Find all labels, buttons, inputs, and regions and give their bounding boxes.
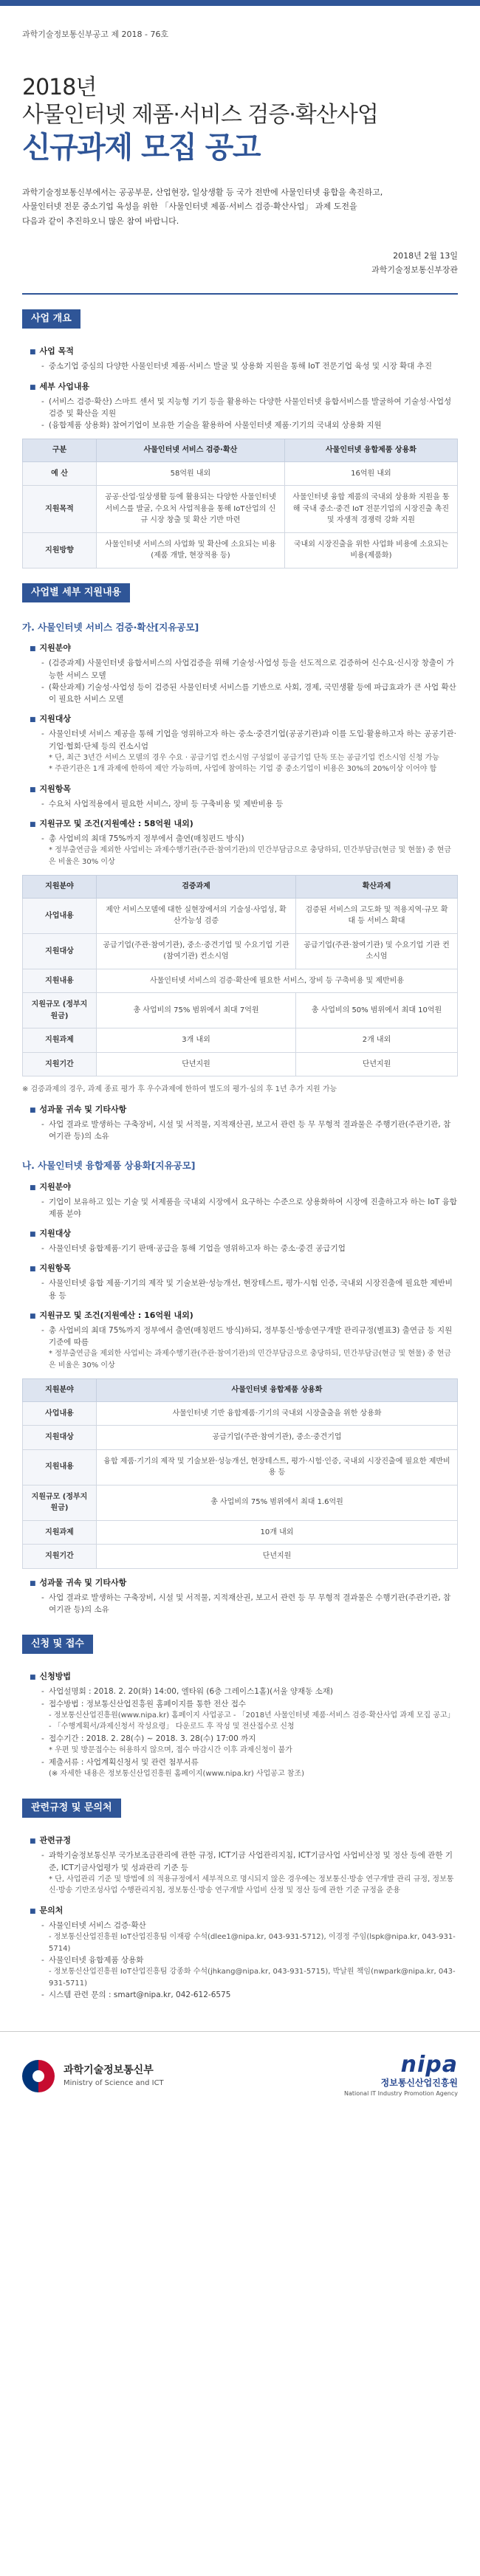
- nipa-name-en: National IT Industry Promotion Agency: [343, 2090, 458, 2098]
- bullet-text: - 중소기업 중심의 다양한 사물인터넷 제품·서비스 발굴 및 상용화 지원을 통해 IoT 전문기업 육성 및 시장 확대 추진: [41, 360, 458, 372]
- section-title: 사업 개요: [22, 309, 80, 329]
- bullet-text: - (융합제품 상용화) 참여기업이 보유한 기술을 활용하여 사물인터넷 제품·기기의 국내외 상용화 지원: [41, 419, 458, 431]
- item-title: ■ 지원대상: [30, 712, 458, 726]
- table-header: 사물인터넷 서비스 검증·확산: [97, 439, 285, 462]
- item-title: ■ 성과물 귀속 및 기타사항: [30, 1576, 458, 1590]
- nipa-logo: [343, 2051, 458, 2099]
- item-title: ■ 지원대상: [30, 1227, 458, 1240]
- bullet-text: - 접수기간 : 2018. 2. 28(수) ~ 2018. 3. 28(수) 17:00 까지: [41, 1733, 458, 1745]
- bullet-text: - 접수방법 : 정보통신산업진흥원 홈페이지를 통한 전산 접수: [41, 1698, 458, 1710]
- bullet-text: - 수요처 사업적용에서 필요한 서비스, 장비 등 구축비용 및 제반비용 등: [41, 798, 458, 810]
- table-header: 검증과제: [97, 876, 296, 899]
- nipa-name: 정보통신산업진흥원: [380, 2077, 458, 2088]
- row-header: 지원목적: [23, 486, 97, 533]
- table-cell: 총 사업비의 75% 범위에서 최대 1.6억원: [97, 1485, 458, 1520]
- intro-line: 과학기술정보통신부에서는 공공부문, 산업현장, 일상생활 등 국가 전반에 사물인터넷 융합을 촉진하고,: [22, 187, 383, 197]
- table-cell: 융합 제품·기기의 제작 및 기술보완·성능개선, 현장테스트, 평가·시험·인증, 국내외 시장진출에 필요한 제반비용 등: [97, 1449, 458, 1485]
- bullet-text: - 사업 결과로 발생하는 구축장비, 시설 및 서적물, 지적재산권, 보고서 관련 등 무 무형적 결과물은 주행기관(주관기관, 참여기관 등)의 소유: [41, 1119, 458, 1143]
- item-title: ■ 사업 목적: [30, 345, 458, 358]
- row-header: 예 산: [23, 461, 97, 486]
- product-support-table: [22, 1378, 458, 1569]
- section-title: 신청 및 접수: [22, 1635, 93, 1654]
- table-header: 사물인터넷 융합제품 상용화: [97, 1379, 458, 1402]
- table-header: 지원분야: [23, 876, 97, 899]
- item-title: ■ 지원항목: [30, 783, 458, 796]
- bullet-text: - 제출서류 : 사업계획신청서 및 관련 첨부서류: [41, 1756, 458, 1768]
- table-cell: 단년지원: [97, 1545, 458, 1569]
- row-header: 지원규모 (정부지원금): [23, 993, 97, 1028]
- item-title: ■ 지원분야: [30, 642, 458, 655]
- table-row: [23, 1426, 458, 1450]
- row-header: 지원방향: [23, 532, 97, 568]
- row-header: 지원기간: [23, 1545, 97, 1569]
- header: [0, 6, 480, 293]
- table-header: 사물인터넷 융합제품 상용화: [284, 439, 457, 462]
- contact-item: - 사물인터넷 융합제품 상용화: [41, 1954, 458, 1966]
- bullet-text: - 사물인터넷 융합 제품·기기의 제작 및 기술보완·성능개선, 현장테스트, 평가·시험 인증, 국내외 시장진출에 필요한 제반비용 등: [41, 1277, 458, 1302]
- item-title: ■ 지원규모 및 조건(지원예산 : 16억원 내외): [30, 1309, 458, 1322]
- table-cell: 58억원 내외: [97, 461, 285, 486]
- note-text: (※ 자세한 내용은 정보통신산업진흥원 홈페이지(www.nipa.kr) 사업공고 참조): [49, 1769, 305, 1778]
- row-header: 지원기간: [23, 1052, 97, 1076]
- ministry-name: 과학기술정보통신부: [64, 2064, 154, 2077]
- note-text: * 주관기관은 1개 과제에 한하여 제안 가능하며, 사업에 참여하는 기업 중 중소기업이 비용은 30%의 20%이상 이어야 함: [49, 765, 437, 774]
- table-header: 지원분야: [23, 1379, 97, 1402]
- table-cell: 공공·산업·일상생활 등에 활용되는 다양한 사물인터넷 서비스를 발굴, 수요처 사업적용을 통해 IoT산업의 신규 시장 창출 및 확산 기반 마련: [97, 486, 285, 533]
- section-title: 사업별 세부 지원내용: [22, 583, 130, 602]
- table-cell: 총 사업비의 75% 범위에서 최대 7억원: [97, 993, 296, 1028]
- section-overview: [22, 309, 458, 569]
- bullet-text: - 사물인터넷 융합제품·기기 판매·공급을 통해 기업을 영위하고자 하는 중소·중견 공급기업: [41, 1243, 458, 1254]
- table-row: [23, 1485, 458, 1520]
- table-row: [23, 1052, 458, 1076]
- table-row: [23, 933, 458, 969]
- table-cell: 단년지원: [97, 1052, 296, 1076]
- bullet-text: - 총 사업비의 최대 75%까지 정부에서 출연(매칭펀드 방식): [41, 833, 458, 845]
- contact-item: - 사물인터넷 서비스 검증·확산: [41, 1920, 458, 1931]
- table-cell: 검증된 서비스의 고도화 및 적용지역·규모 확대 등 서비스 확대: [296, 898, 458, 933]
- subsection-title: 나. 사물인터넷 융합제품 상용화[지유공모]: [22, 1160, 196, 1172]
- row-header: 지원대상: [23, 1426, 97, 1450]
- section-title: 관련규정 및 문의처: [22, 1799, 121, 1818]
- bullet-text: - (서비스 검증·확산) 스마트 센서 및 지능형 기기 등을 활용하는 다양한 사물인터넷 융합서비스를 발굴하여 기술성·사업성 검증 및 확산을 지원: [41, 396, 458, 420]
- table-cell: 단년지원: [296, 1052, 458, 1076]
- bullet-text: - 기업이 보유하고 있는 기술 및 서제품을 국내외 시장에서 요구하는 수준으로 상용화하여 시장에 진출하고자 하는 IoT 융합제품 분야: [41, 1196, 458, 1220]
- table-row: [23, 969, 458, 993]
- contact-detail: - 정보통신산업진흥원 IoT산업진흥팀 이재광 수석(dlee1@nipa.kr, 043-931-5712), 이경정 주임(lspk@nipa.kr, 043-931-5714): [49, 1933, 456, 1953]
- table-cell: 사물인터넷 융합 제품의 국내외 상용화 지원을 통해 국내 중소·중견 IoT 전문기업의 시장진출 촉진 및 자생적 경쟁력 강화 지원: [284, 486, 457, 533]
- bullet-text: - 사물인터넷 서비스 제공을 통해 기업을 영위하고자 하는 중소·중견기업(공공기관)과 이를 도입·활용하고자 하는 공공기관·기업·협회·단체 등의 컨소시엄: [41, 728, 458, 752]
- intro-text: [22, 185, 458, 229]
- table-cell: 2개 내외: [296, 1028, 458, 1053]
- table-row: [23, 1401, 458, 1426]
- table-row: [23, 486, 458, 533]
- table-cell: 16억원 내외: [284, 461, 457, 486]
- table-row: [23, 532, 458, 568]
- table-row: [23, 1545, 458, 1569]
- table-cell: 사물인터넷 서비스의 검증·확산에 필요한 서비스, 장비 등 구축비용 및 제반비용: [97, 969, 458, 993]
- item-title: ■ 지원항목: [30, 1262, 458, 1275]
- table-cell: 국내외 시장진출을 위한 사업화 비용에 소요되는 비용(제품화): [284, 532, 457, 568]
- note-text: * 정부출연금을 제외한 사업비는 과제수행기관(주관·참여기관)의 민간부담금으로 충당하되, 민간부담금(현금 및 현물) 중 현금은 비율은 30% 이상: [49, 846, 451, 866]
- table-row: [23, 461, 458, 486]
- table-cell: 공급기업(주관·참여기관) 및 수요기업 기관 컨소시엄: [296, 933, 458, 969]
- ministry-name-en: Ministry of Science and ICT: [64, 2078, 164, 2087]
- row-header: 지원과제: [23, 1028, 97, 1053]
- top-accent-bar: [0, 0, 480, 6]
- announcement-number: 과학기술정보통신부공고 제 2018 - 76호: [22, 30, 169, 39]
- table-row: [23, 1520, 458, 1545]
- row-header: 지원내용: [23, 969, 97, 993]
- table-cell: 공급기업(주관·참여기관), 중소·중견기업 및 수요기업 기관(참여기관) 컨소시엄: [97, 933, 296, 969]
- header-divider: [22, 293, 458, 295]
- bullet-text: - 사업설명회 : 2018. 2. 20(화) 14:00, 엘타워 (6층 그레이스1홀)(서울 양재동 소재): [41, 1686, 458, 1697]
- subsection-title: 가. 사물인터넷 서비스 검증·확산[지유공모]: [22, 622, 199, 633]
- table-row: [23, 993, 458, 1028]
- section-details: [22, 583, 458, 1615]
- ministry-logo: [22, 2060, 164, 2092]
- footer: [0, 2031, 480, 2129]
- table-cell: 사물인터넷 서비스의 사업화 및 확산에 소요되는 비용(제품 개발, 현장적용 등): [97, 532, 285, 568]
- section-application: [22, 1635, 458, 1779]
- row-header: 지원대상: [23, 933, 97, 969]
- table-row: [23, 1028, 458, 1053]
- bullet-text: - 사업 결과로 발생하는 구축장비, 시설 및 서적물, 지적재산권, 보고서 관련 등 무 무형적 결과물은 수행기관(주관기관, 참여기관 등)의 소유: [41, 1592, 458, 1616]
- intro-line: 사물인터넷 전문 중소기업 육성을 위한 「사물인터넷 제품·서비스 검증·확산사업」 과제 도전을: [22, 202, 357, 212]
- service-support-table: [22, 875, 458, 1076]
- bullet-text: - 총 사업비의 최대 75%까지 정부에서 출연(매칭펀드 방식)하되, 정부통신·방송연구개발 관리규정(별표3) 출연금 등 지원기준에 따름: [41, 1325, 458, 1349]
- note-text: * 단, 최근 3년간 서비스 모델의 경우 수요 · 공급기업 컨소시엄 구성없이 공급기업 단독 또는 공급기업 컨소시엄 신청 가능: [49, 753, 439, 762]
- item-title: ■ 지원분야: [30, 1181, 458, 1194]
- row-header: 지원내용: [23, 1449, 97, 1485]
- bullet-text: - (확산과제) 기술성·사업성 등이 검증된 사물인터넷 서비스를 기반으로 사회, 경제, 국민생활 등에 파급효과가 큰 사업 확산이 필요한 서비스 모델: [41, 681, 458, 706]
- row-header: 사업내용: [23, 1401, 97, 1426]
- bullet-text: - (검증과제) 사물인터넷 융합서비스의 사업검증을 위해 기술성·사업성 등을 선도적으로 검증하여 신수요·신시장 창출이 가능한 서비스 모델: [41, 657, 458, 681]
- intro-line: 다음과 같이 추진하오니 많은 참여 바랍니다.: [22, 216, 179, 227]
- item-title: ■ 성과물 귀속 및 기타사항: [30, 1103, 458, 1116]
- note-text: * 우편 및 방문접수는 허용하지 않으며, 접수 마감시간 이후 과제신청이 불가: [49, 1746, 292, 1755]
- contact-detail: - 정보통신산업진흥원 IoT산업진흥팀 강종화 수석(jhkang@nipa.kr, 043-931-5715), 박날원 책임(nwpark@nipa.kr, 043-931-5711): [49, 1968, 456, 1988]
- table-header: 확산과제: [296, 876, 458, 899]
- note-text: * 단, 사업관리 기준 및 방법에 의 적용규정에서 세부적으로 명시되지 않은 경우에는 정보통신·방송 연구개발 관리 규정, 정보통신·방송 기반조성사업 수행관리지침, 정보통신·방송 연구개발 사업비 산정 및 정산 등에 관한 기준 규정을 준용: [49, 1875, 454, 1895]
- item-title: ■ 지원규모 및 조건(지원예산 : 58억원 내외): [30, 817, 458, 831]
- bullet-text: - 과학기술정보통신부 국가보조금관리에 관한 규정, ICT기금 사업관리지침, ICT기금사업 사업비산정 및 정산 등에 관한 기준, ICT기금사업평가 및 성과관리 기준 등: [41, 1849, 458, 1874]
- table-cell: 3개 내외: [97, 1028, 296, 1053]
- taegeuk-emblem-icon: [22, 2060, 55, 2092]
- table-row: [23, 1449, 458, 1485]
- table-row: [23, 898, 458, 933]
- nipa-wordmark: nipa: [400, 2051, 458, 2078]
- note-text: ※ 검증과제의 경우, 과제 종료 평가 후 우수과제에 한하여 별도의 평가·심의 후 1년 추가 지원 가능: [22, 1085, 337, 1094]
- table-header: 구분: [23, 439, 97, 462]
- item-title: ■ 세부 사업내용: [30, 380, 458, 394]
- title-line-2: 신규과제 모집 공고: [22, 130, 260, 165]
- table-cell: 총 사업비의 50% 범위에서 최대 10억원: [296, 993, 458, 1028]
- note-text: - 정보통신산업진흥원(www.nipa.kr) 홈페이지 사업공고 - 「2018년 사물인터넷 제품·서비스 검증·확산사업 과제 모집 공고」 - 「수행계획서/과제신청서 작성요령」 다운로드 후 작성 및 전산접수로 신청: [49, 1711, 455, 1731]
- table-cell: 사물인터넷 기반 융합제품·기기의 국내외 시장출출을 위한 상용화: [97, 1401, 458, 1426]
- contact-item: - 시스템 관련 문의 : smart@nipa.kr, 042-612-6575: [41, 1989, 458, 2001]
- row-header: 지원규모 (정부지원금): [23, 1485, 97, 1520]
- date-signature: [22, 250, 458, 277]
- note-text: * 정부출연금을 제외한 사업비는 과제수행기관(주관·참여기관)의 민간부담금으로 충당하되, 민간부담금(현금 및 현물) 중 현금은 비율은 30% 이상: [49, 1350, 451, 1370]
- item-title: ■ 신청방법: [30, 1670, 458, 1683]
- item-title: ■ 관련규정: [30, 1834, 458, 1847]
- title-line-1: 사물인터넷 제품·서비스 검증·확산사업: [22, 102, 378, 128]
- section-contact: [22, 1799, 458, 2001]
- title-year: 2018년: [22, 75, 97, 101]
- table-cell: 제안 서비스모델에 대한 실현장에서의 기술성·사업성, 확산가능성 검증: [97, 898, 296, 933]
- table-cell: 10개 내외: [97, 1520, 458, 1545]
- overview-table: [22, 439, 458, 569]
- row-header: 지원과제: [23, 1520, 97, 1545]
- row-header: 사업내용: [23, 898, 97, 933]
- item-title: ■ 문의처: [30, 1904, 458, 1917]
- table-cell: 공급기업(주관·참여기관), 중소·중견기업: [97, 1426, 458, 1450]
- signer: 과학기술정보통신부장관: [371, 264, 458, 275]
- notice-date: 2018년 2월 13일: [393, 250, 458, 261]
